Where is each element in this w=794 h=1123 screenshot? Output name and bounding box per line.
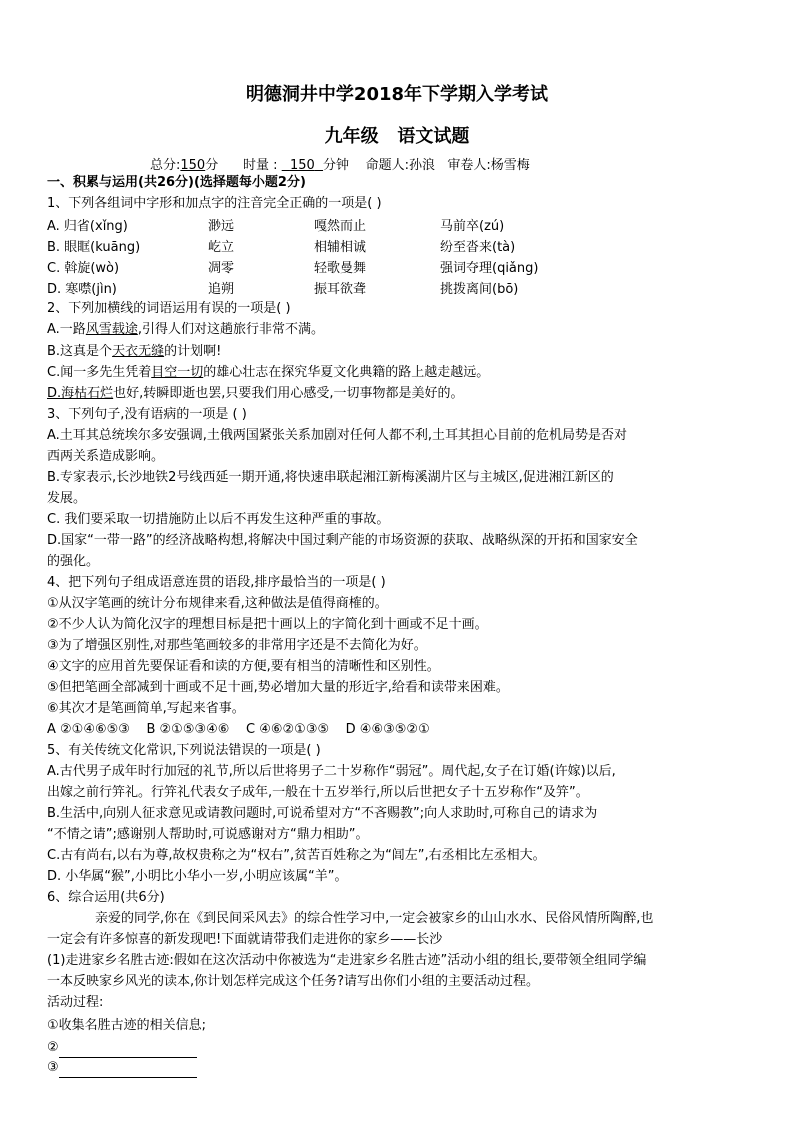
q5-stem: 5、有关传统文化常识,下列说法错误的一项是( ) xyxy=(47,743,321,758)
q1-d-3: 振耳欲聋 xyxy=(314,282,367,297)
time-label: 时量 : xyxy=(243,158,278,173)
q5-option-a-line1: A.古代男子成年时行加冠的礼节,所以后世将男子二十岁称作“弱冠”。周代起,女子在订婚(许嫁)以后, xyxy=(47,764,616,779)
q1-d-4: 挑拨离间(bō) xyxy=(440,282,519,297)
q1-c-4: 强词夺理(qiǎng) xyxy=(440,261,539,276)
q3-option-b-line1: B.专家表示,长沙地铁2号线西延一期开通,将快速串联起湘江新梅溪湖片区与主城区,促进湘江新区的 xyxy=(47,470,614,485)
q3-option-d-line1: D.国家“一带一路”的经济战略构想,将解决中国过剩产能的市场资源的获取、战略纵深的开拓和国家安全 xyxy=(47,533,638,548)
q6-part1-line2: 一本反映家乡风光的读本,你计划怎样完成这个任务?请写出你们小组的主要活动过程。 xyxy=(47,974,540,989)
exam-meta xyxy=(150,154,530,173)
q2-option-d: D.海枯石烂也好,转瞬即逝也罢,只要我们用心感受,一切事物都是美好的。 xyxy=(47,386,464,401)
score-unit: 分 xyxy=(205,158,219,173)
q1-b-4: 纷至沓来(tà) xyxy=(440,240,516,255)
q1-c-2: 凋零 xyxy=(208,261,235,276)
q4-sentence-1: ①从汉字笔画的统计分布规律来看,这种做法是值得商榷的。 xyxy=(47,596,388,611)
q6-step-2: ② xyxy=(47,1038,197,1058)
section-heading: 一、积累与运用(共26分)(选择题每小题2分) xyxy=(47,175,306,190)
answer-blank-3[interactable] xyxy=(59,1063,197,1078)
q1-d-2: 追朔 xyxy=(208,282,235,297)
q3-option-a-line1: A.土耳其总统埃尔多安强调,土俄两国紧张关系加剧对任何人都不利,土耳其担心目前的危机局势是否对 xyxy=(47,428,628,443)
q4-stem: 4、把下列句子组成语意连贯的语段,排序最恰当的一项是( ) xyxy=(47,575,386,590)
q3-option-c: C. 我们要采取一切措施防止以后不再发生这种严重的事故。 xyxy=(47,512,390,527)
q6-part1-line1: (1)走进家乡名胜古迹:假如在这次活动中你被选为“走进家乡名胜古迹”活动小组的组长,要带领全组同学编 xyxy=(47,953,647,968)
score-value: 150 xyxy=(180,158,206,173)
q4-sentence-3: ③为了增强区别性,对那些笔画较多的非常用字还是不去简化为好。 xyxy=(47,638,427,653)
q1-stem: 1、下列各组词中字形和加点字的注音完全正确的一项是( ) xyxy=(47,196,382,211)
q2-option-b: B.这真是个天衣无缝的计划啊! xyxy=(47,344,222,359)
q5-option-b-line1: B.生活中,向别人征求意见或请教问题时,可说希望对方“不吝赐教”;向人求助时,可称自己的请求为 xyxy=(47,806,598,821)
q5-option-c: C.古有尚右,以右为尊,故权贵称之为“权右”,贫苦百姓称之为“闾左”,右丞相比左丞相大。 xyxy=(47,848,546,863)
time-value: 150 xyxy=(289,158,315,173)
q3-stem: 3、下列句子,没有语病的一项是 ( ) xyxy=(47,407,247,422)
q1-c-1: C. 斡旋(wò) xyxy=(47,261,120,276)
q6-intro-line2: 一定会有许多惊喜的新发现吧!下面就请带我们走进你的家乡——长沙 xyxy=(47,932,443,947)
score-label: 总分: xyxy=(150,158,181,173)
subject-title: 九年级 语文试题 xyxy=(324,126,470,147)
q1-d-1: D. 寒噤(jìn) xyxy=(47,282,117,297)
q3-option-b-line2: 发展。 xyxy=(47,491,87,506)
q6-process-label: 活动过程: xyxy=(47,995,104,1010)
q4-sentence-2: ②不少人认为简化汉字的理想目标是把十画以上的字简化到十画或不足十画。 xyxy=(47,617,488,632)
reviewer: 审卷人:杨雪梅 xyxy=(447,158,530,173)
q1-b-3: 相辅相诚 xyxy=(314,240,367,255)
q1-b-2: 屹立 xyxy=(208,240,235,255)
q5-option-b-line2: “不情之请”;感谢别人帮助时,可说感谢对方“鼎力相助”。 xyxy=(47,827,369,842)
q1-a-1: A. 归省(xǐng) xyxy=(47,219,128,234)
q2-stem: 2、下列加横线的词语运用有误的一项是( ) xyxy=(47,301,291,316)
school-title: 明德洞井中学2018年下学期入学考试 xyxy=(245,84,549,105)
q5-option-a-line2: 出嫁之前行笄礼。行笄礼代表女子成年,一般在十五岁举行,所以后世把女子十五岁称作“及笄”。 xyxy=(47,785,589,800)
q3-option-a-line2: 西两关系造成影响。 xyxy=(47,449,165,464)
q5-option-d: D. 小华属“猴”,小明比小华小一岁,小明应该属“羊”。 xyxy=(47,869,348,884)
q1-a-3: 嘎然而止 xyxy=(314,219,367,234)
author: 命题人:孙浪 xyxy=(365,158,435,173)
q6-step-1: ①收集名胜古迹的相关信息; xyxy=(47,1018,207,1033)
q1-c-3: 轻歌曼舞 xyxy=(314,261,367,276)
answer-blank-2[interactable] xyxy=(59,1043,197,1058)
q1-a-4: 马前卒(zú) xyxy=(440,219,505,234)
q3-option-d-line2: 的强化。 xyxy=(47,554,100,569)
q6-step-3: ③ xyxy=(47,1058,197,1078)
q6-stem: 6、综合运用(共6分) xyxy=(47,890,165,905)
q4-sentence-6: ⑥其次才是笔画简单,写起来省事。 xyxy=(47,701,245,716)
q4-sentence-4: ④文字的应用首先要保证看和读的方便,要有相当的清晰性和区别性。 xyxy=(47,659,440,674)
q6-intro-line1: 亲爱的同学,你在《到民间采风去》的综合性学习中,一定会被家乡的山山水水、民俗风情所陶醉,也 xyxy=(95,911,654,926)
q2-option-a: A.一路风雪载途,引得人们对这趟旅行非常不满。 xyxy=(47,322,324,337)
q1-a-2: 渺远 xyxy=(208,219,235,234)
q1-b-1: B. 眼眶(kuāng) xyxy=(47,240,141,255)
time-unit: 分钟 xyxy=(323,158,350,173)
q2-option-c: C.闻一多先生凭着目空一切的雄心壮志在探究华夏文化典籍的路上越走越远。 xyxy=(47,365,490,380)
q4-options: A ②①④⑥⑤③ B ②①⑤③④⑥ C ④⑥②①③⑤ D ④⑥③⑤②① xyxy=(47,722,430,737)
q4-sentence-5: ⑤但把笔画全部减到十画或不足十画,势必增加大量的形近字,给看和读带来困难。 xyxy=(47,680,509,695)
